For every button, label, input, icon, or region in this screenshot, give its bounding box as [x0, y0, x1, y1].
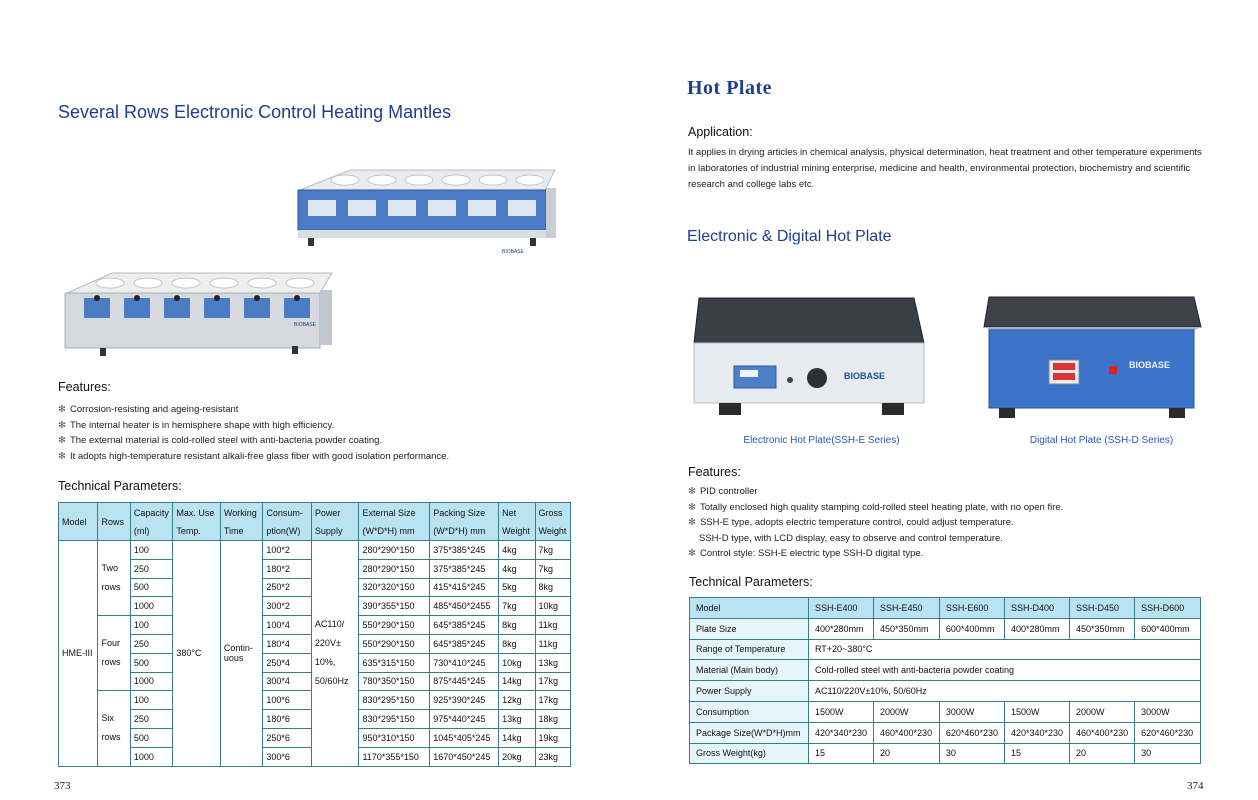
heating-mantle-six-photo — [290, 160, 560, 270]
table-header-row: Model SSH-E400 SSH-E450 SSH-E600 SSH-D400 SSH-D450 SSH-D600 — [690, 598, 1201, 619]
table-row: Four rows 100 100*4 550*290*150 645*385*245 8kg 11kg — [59, 616, 571, 635]
digital-hot-plate-photo — [979, 272, 1209, 422]
brand-logo: BIOBASE — [844, 371, 886, 381]
table-row: 250 180*6 830*295*150 975*440*245 13kg 18kg — [59, 710, 571, 729]
col-working-time: Working Time — [220, 503, 262, 541]
working-time-cell: Contin- uous — [220, 541, 262, 767]
col-capacity: Capacity (ml) — [130, 503, 173, 541]
rows-group-cell: Six rows — [98, 691, 130, 766]
brand-logo: BIOBASE — [294, 322, 316, 328]
features-heading: Features: — [58, 380, 111, 394]
table-row: Plate Size 400*280mm 450*350mm 600*400mm 400*280mm 450*350mm 600*400mm — [690, 618, 1201, 639]
table-row: 1000 300*2 390*355*150 485*450*2455 7kg 10kg — [59, 597, 571, 616]
model-cell: HME-III — [59, 541, 98, 767]
page-title: Several Rows Electronic Control Heating Mantles — [58, 102, 452, 122]
application-heading: Application: — [688, 125, 753, 139]
col-max-temp: Max. Use Temp. — [173, 503, 221, 541]
electronic-hot-plate-photo — [684, 278, 934, 423]
power-cell: AC110/ 220V± 10%, 50/60Hz — [311, 541, 359, 767]
table-row: 500 250*6 950*310*150 1045*405*245 14kg 19kg — [59, 728, 571, 747]
col-power: Power Supply — [311, 503, 359, 541]
table-row: 250 180*4 550*290*150 645*385*245 8kg 11kg — [59, 634, 571, 653]
table-row: Six rows 100 100*6 830*295*150 925*390*245 12kg 17kg — [59, 691, 571, 710]
col-packing-size: Packing Size (W*D*H) mm — [430, 503, 499, 541]
temp-cell: 380°C — [173, 541, 221, 767]
page-number: 373 — [54, 780, 71, 792]
page-title: Hot Plate — [687, 77, 773, 99]
list-item: ✻ The internal heater is in hemisphere shape with high efficiency. — [58, 419, 335, 431]
col-rows: Rows — [98, 503, 130, 541]
table-row: Gross Weight(kg) 15 20 30 15 20 30 — [690, 743, 1201, 764]
table-row: Material (Main body) Cold-rolled steel with anti-bacteria powder coating — [690, 660, 1201, 681]
col-gross-weight: Gross Weight — [535, 503, 571, 541]
table-row: Package Size(W*D*H)mm 420*340*230 460*400*230 620*460*230 420*340*230 460*400*230 620*460*230 — [690, 722, 1201, 743]
col-net-weight: Net Weight — [499, 503, 535, 541]
rows-group-cell: Two rows — [98, 541, 130, 616]
list-item: ✻ It adopts high-temperature resistant alkali-free glass fiber with good isolation performance. — [58, 450, 450, 462]
list-item: ✻ SSH-E type, adopts electric temperature control, could adjust temperature. — [688, 517, 1014, 528]
rows-group-cell: Four rows — [98, 616, 130, 691]
features-list — [58, 402, 449, 464]
list-item: ✻ Totally enclosed high quality stamping cold-rolled steel heating plate, with no open fire. — [688, 501, 1064, 513]
right-page — [629, 0, 1258, 800]
heating-mantle-photo — [62, 268, 337, 360]
table-row: Range of Temperature RT+20~380°C — [690, 639, 1201, 660]
application-text: It applies in drying articles in chemical analysis, physical determination, heat treatment and other temperature experiments in laboratories of industrial mining enterprise, medicine and health, environmental protection, biochemistry and scientific research and college labs etc. — [688, 147, 1202, 190]
heating-mantle-table — [58, 502, 571, 767]
page-number: 374 — [1187, 780, 1204, 792]
table-row: 500 250*2 320*320*150 415*415*245 5kg 8kg — [59, 578, 571, 597]
list-item: ✻ Control style: SSH-E electric type SSH-D digital type. — [688, 548, 924, 559]
section-subtitle: Electronic & Digital Hot Plate — [687, 228, 892, 245]
table-row: Power Supply AC110/220V±10%, 50/60Hz — [690, 681, 1201, 702]
tech-heading: Technical Parameters: — [689, 575, 813, 589]
caption-electronic-hot-plate: Electronic Hot Plate(SSH-E Series) — [743, 435, 900, 446]
caption-digital-hot-plate: Digital Hot Plate (SSH-D Series) — [1029, 435, 1174, 446]
list-item: SSH-D type, with LCD display, easy to observe and control temperature. — [699, 532, 1003, 544]
table-header-row — [59, 503, 571, 541]
hot-plate-table — [689, 597, 1201, 764]
features-heading: Features: — [688, 465, 741, 479]
table-row: 1000 300*6 1170*355*150 1670*450*245 20kg 23kg — [59, 747, 571, 766]
brand-logo: BIOBASE — [1129, 360, 1171, 370]
tech-heading: Technical Parameters: — [58, 479, 182, 493]
table-row: 500 250*4 635*315*150 730*410*245 10kg 13kg — [59, 653, 571, 672]
brand-logo: BIOBASE — [502, 249, 524, 255]
features-list — [688, 484, 1063, 562]
col-external-size: External Size (W*D*H) mm — [359, 503, 430, 541]
table-row: HME-III Two rows 100 380°C Contin- uous 100*2 AC110/ 220V± 10%, 50/60Hz 280*290*150 375*385*245 4kg 7kg — [59, 541, 571, 560]
list-item: ✻ PID controller — [688, 486, 758, 497]
list-item: ✻ Corrosion-resisting and ageing-resistant — [58, 404, 239, 415]
list-item: ✻ The external material is cold-rolled steel with anti-bacteria powder coating. — [58, 435, 383, 446]
col-model: Model — [59, 503, 98, 541]
table-row: Consumption 1500W 2000W 3000W 1500W 2000W 3000W — [690, 701, 1201, 722]
table-row: 250 180*2 280*290*150 375*385*245 4kg 7kg — [59, 559, 571, 578]
col-consumption: Consum- ption(W) — [263, 503, 312, 541]
table-row: 1000 300*4 780*350*150 875*445*245 14kg 17kg — [59, 672, 571, 691]
